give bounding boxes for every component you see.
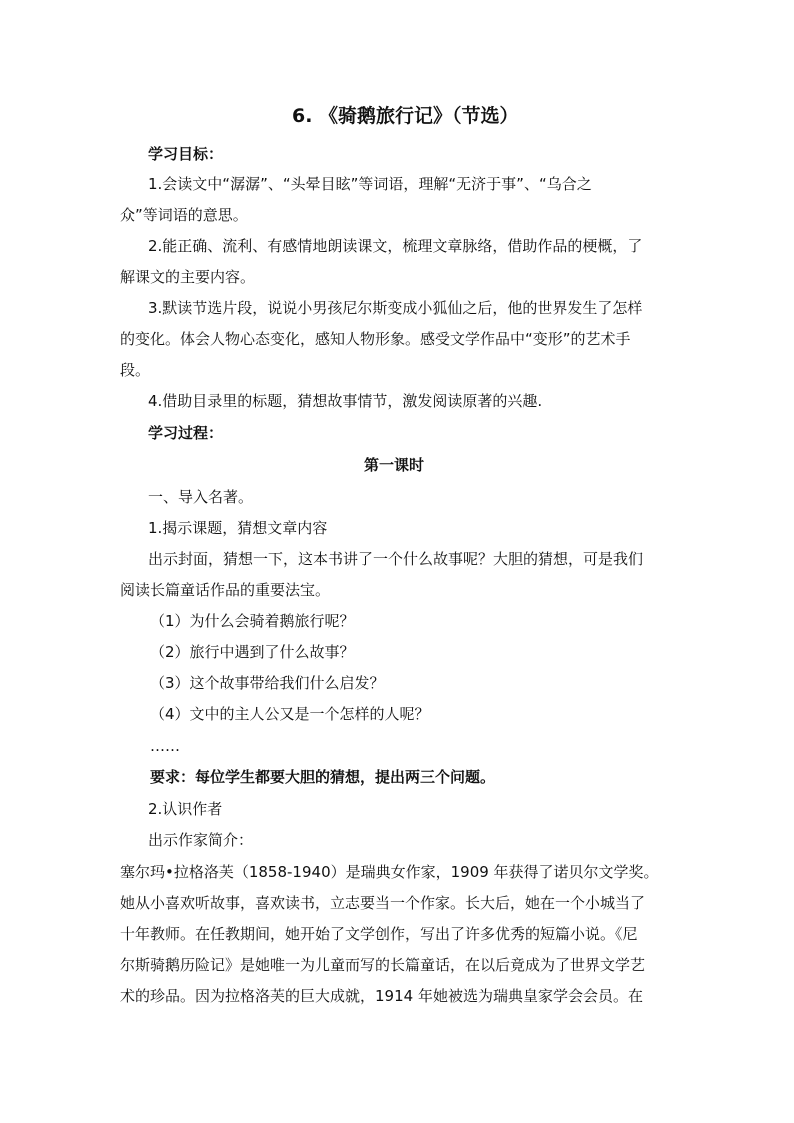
objective-1-line-2: 众”等词语的意思。 — [120, 206, 248, 224]
document-title: 6. 《骑鹅旅行记》（节选） — [292, 105, 519, 127]
author-intro-line-3: 十年教师。在任教期间，她开始了文学创作，写出了许多优秀的短篇小说。《尼 — [120, 925, 638, 943]
question-1: （1）为什么会骑着鹅旅行呢？ — [150, 612, 355, 630]
question-2: （2）旅行中遇到了什么故事？ — [150, 643, 355, 661]
author-intro-label: 出示作家简介： — [148, 831, 254, 849]
author-intro-line-4: 尔斯骑鹅历险记》是她唯一为儿童而写的长篇童话，在以后竟成为了世界文学艺 — [120, 956, 646, 974]
objectives-heading: 学习目标： — [148, 145, 224, 163]
process-heading: 学习过程： — [148, 424, 224, 442]
author-intro-line-2: 她从小喜欢听故事，喜欢读书，立志要当一个作家。长大后，她在一个小城当了 — [120, 894, 646, 912]
question-4: （4）文中的主人公又是一个怎样的人呢？ — [150, 705, 430, 723]
objective-3-line-2: 的变化。体会人物心态变化，感知人物形象。感受文学作品中“变形”的艺术手 — [120, 330, 631, 348]
section-one-heading: 一、导入名著。 — [148, 488, 254, 506]
step-one-text-line-1: 出示封面，猜想一下，这本书讲了一个什么故事呢？大胆的猜想，可是我们 — [148, 550, 644, 568]
objective-2-line-1: 2.能正确、流利、有感情地朗读课文，梳理文章脉络，借助作品的梗概，了 — [148, 237, 643, 255]
objective-3-line-3: 段。 — [120, 361, 151, 379]
objective-4-line-1: 4.借助目录里的标题，猜想故事情节，激发阅读原著的兴趣. — [148, 392, 543, 410]
step-one-heading: 1.揭示课题，猜想文章内容 — [148, 519, 328, 537]
lesson-heading: 第一课时 — [364, 456, 425, 474]
question-3: （3）这个故事带给我们什么启发？ — [150, 674, 385, 692]
requirement-note: 要求：每位学生都要大胆的猜想，提出两三个问题。 — [150, 768, 496, 786]
author-intro-line-1: 塞尔玛•拉格洛芙（1858-1940）是瑞典女作家，1909 年获得了诺贝尔文学奖。 — [120, 863, 659, 881]
objective-1-line-1: 1.会读文中“潺潺”、“头晕目眩”等词语，理解“无济于事”、“乌合之 — [148, 175, 592, 193]
author-intro-line-5: 术的珍品。因为拉格洛芙的巨大成就，1914 年她被选为瑞典皇家学会会员。在 — [120, 987, 643, 1005]
step-one-text-line-2: 阅读长篇童话作品的重要法宝。 — [120, 581, 331, 599]
step-two-heading: 2.认识作者 — [148, 800, 223, 818]
objective-3-line-1: 3.默读节选片段，说说小男孩尼尔斯变成小狐仙之后，他的世界发生了怎样 — [148, 299, 643, 317]
ellipsis: …… — [150, 737, 180, 755]
objective-2-line-2: 解课文的主要内容。 — [120, 268, 256, 286]
